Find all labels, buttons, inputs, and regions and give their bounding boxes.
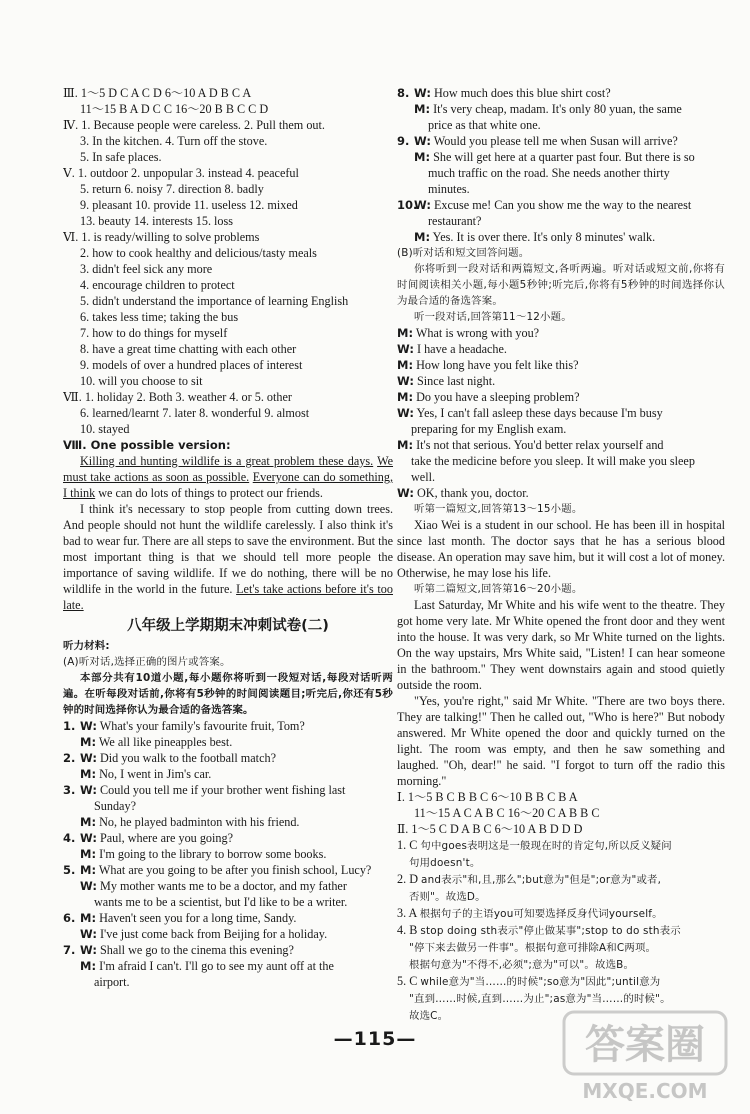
conversation-text: Do you have a sleeping problem? xyxy=(416,390,580,404)
dialog-line xyxy=(63,878,393,894)
speaker-label: M: xyxy=(80,863,97,877)
explanation-number: 1. C xyxy=(397,838,418,852)
speaker-label: M: xyxy=(397,390,414,404)
conversation-text: What is wrong with you? xyxy=(415,326,540,340)
dialog-text: Paul, where are you going? xyxy=(99,831,233,845)
answer-section-6-item: 4. encourage children to protect xyxy=(80,278,235,292)
speaker-label: M: xyxy=(397,438,414,452)
dialog-text: My mother wants me to be a doctor, and my father xyxy=(99,879,347,893)
dialog-line xyxy=(397,181,725,197)
answer-section-5-line1: Ⅴ. 1. outdoor 2. unpopular 3. instead 4. peaceful xyxy=(63,166,299,180)
dialog-line xyxy=(397,101,725,117)
dialog-text: Sunday? xyxy=(94,799,136,813)
answer-section-6-item: 8. have a great time chatting with each other xyxy=(80,342,297,356)
speaker-label: W: xyxy=(397,342,414,356)
conversation-text: I have a headache. xyxy=(416,342,507,356)
explanation-number: 2. D xyxy=(397,872,418,886)
dialog-text: How much does this blue shirt cost? xyxy=(433,86,611,100)
dialog-text: It's very cheap, madam. It's only 80 yuan, the same xyxy=(433,102,682,116)
conversation-intro: 听一段对话,回答第11～12小题。 xyxy=(414,311,572,323)
explanation-line xyxy=(397,990,725,1007)
dialog-text: Did you walk to the football match? xyxy=(99,751,276,765)
answer-section-5-line3: 9. pleasant 10. provide 11. useless 12. mixed xyxy=(80,198,298,212)
speaker-label: M: xyxy=(80,847,97,861)
answer-key-2-line1: Ⅱ. 1～5 C D A B C 6～10 A B D D D xyxy=(397,822,583,836)
dialog-line xyxy=(63,910,393,926)
explanation-line xyxy=(397,939,725,956)
dialog-line xyxy=(63,846,393,862)
dialog-line xyxy=(63,894,393,910)
explanation-line xyxy=(397,905,725,922)
dialog-text: Could you tell me if your brother went fishing last xyxy=(99,783,346,797)
essay-paragraph-2 xyxy=(63,501,393,613)
answer-key-1-line2: 11～15 A C A B C 16～20 C A B B C xyxy=(414,806,600,820)
explanation-text: 否则"。故选D。 xyxy=(409,891,486,903)
speaker-label: M: xyxy=(80,911,97,925)
speaker-label: W: xyxy=(80,831,97,845)
explanation-line xyxy=(397,922,725,939)
dialog-line xyxy=(63,734,393,750)
dialog-text: No, I went in Jim's car. xyxy=(99,767,212,781)
dialog-number: 1. xyxy=(63,719,76,733)
explanation-text: 根据句意为"不得不,必须";意为"可以"。故选B。 xyxy=(409,959,635,971)
essay-text: we can do lots of things to protect our friends. xyxy=(98,486,323,500)
speaker-label: W: xyxy=(397,406,414,420)
dialog-text: Shall we go to the cinema this evening? xyxy=(99,943,294,957)
dialog-number: 3. xyxy=(63,783,76,797)
speaker-label: M: xyxy=(414,150,431,164)
explanation-text: and表示"和,且,那么";but意为"但是";or意为"或者, xyxy=(421,874,662,886)
answer-key-1-line1: Ⅰ. 1～5 B C B B C 6～10 B B C B A xyxy=(397,790,578,804)
watermark-text-cn: 答案圈 xyxy=(585,1022,705,1068)
watermark-logo xyxy=(560,1006,730,1106)
dialog-line xyxy=(63,958,393,974)
explanation-text: "停下来去做另一件事"。根据句意可排除A和C两项。 xyxy=(409,942,657,954)
dialog-line xyxy=(63,974,393,990)
page-number: —115— xyxy=(333,1028,417,1050)
dialog-text: What's your family's favourite fruit, Tom? xyxy=(99,719,305,733)
passage-2-intro: 听第二篇短文,回答第16～20小题。 xyxy=(414,583,583,595)
explanation-line xyxy=(397,854,725,871)
conversation-line xyxy=(397,469,725,485)
dialog-line xyxy=(397,85,725,101)
speaker-label: W: xyxy=(414,86,431,100)
answer-section-4-line2: 3. In the kitchen. 4. Turn off the stove. xyxy=(80,134,268,148)
speaker-label: M: xyxy=(80,767,97,781)
passage-1-intro: 听第一篇短文,回答第13～15小题。 xyxy=(414,503,583,515)
speaker-label: W: xyxy=(80,751,97,765)
dialog-text: No, he played badminton with his friend. xyxy=(99,815,300,829)
dialog-number: 9. xyxy=(397,134,410,148)
dialog-text: Would you please tell me when Susan will arrive? xyxy=(433,134,678,148)
speaker-label: W: xyxy=(397,374,414,388)
conversation-text: preparing for my English exam. xyxy=(411,422,567,436)
conversation-line xyxy=(397,437,725,453)
explanation-text: 句中goes表明这是一般现在时的肯定句,所以反义疑问 xyxy=(420,840,672,852)
left-column xyxy=(63,85,393,990)
dialog-number: 8. xyxy=(397,86,410,100)
answer-section-5-line2: 5. return 6. noisy 7. direction 8. badly xyxy=(80,182,264,196)
dialog-line xyxy=(63,814,393,830)
dialog-line xyxy=(63,798,393,814)
dialog-line xyxy=(397,165,725,181)
dialog-list xyxy=(63,718,393,990)
explanations xyxy=(397,837,725,1024)
speaker-label: M: xyxy=(397,358,414,372)
speaker-label: M: xyxy=(80,815,97,829)
explanation-text: 句用doesn't。 xyxy=(409,857,481,869)
answer-section-6-item: 5. didn't understand the importance of learning English xyxy=(80,294,349,308)
speaker-label: M: xyxy=(414,102,431,116)
explanation-line xyxy=(397,837,725,854)
passage-2-paragraph-2: "Yes, you're right," said Mr White. "There are two boys there. They are talking!" Then he called out, "Who is here?" But nobody answered. Mr White opened the door and quickly turned on the light. The room was empty, and then he saw something and laughed. "Oh, dear!" he said. "I forgot to turn off the radio this morning." xyxy=(397,694,725,788)
dialog-line xyxy=(397,197,725,213)
speaker-label: W: xyxy=(80,927,97,941)
answer-section-6-item: Ⅵ. 1. is ready/willing to solve problems xyxy=(63,230,260,244)
dialog-line xyxy=(397,213,725,229)
explanation-text: 根据句子的主语you可知要选择反身代词yourself。 xyxy=(419,908,663,920)
answer-section-6-item: 7. how to do things for myself xyxy=(80,326,228,340)
conversation-line xyxy=(397,485,725,501)
conversation-line xyxy=(397,341,725,357)
answer-section-6-item: 3. didn't feel sick any more xyxy=(80,262,213,276)
answer-section-7-line1: Ⅶ. 1. holiday 2. Both 3. weather 4. or 5. other xyxy=(63,390,292,404)
explanation-number: 3. A xyxy=(397,906,417,920)
part-b-heading: (B)听对话和短文回答问题。 xyxy=(397,247,530,259)
explanation-line xyxy=(397,956,725,973)
dialog-text: restaurant? xyxy=(428,214,482,228)
dialog-text: wants me to be a scientist, but I'd like to be a writer. xyxy=(94,895,348,909)
dialog-line xyxy=(63,750,393,766)
speaker-label: W: xyxy=(414,198,431,212)
answer-section-6-item: 2. how to cook healthy and delicious/tasty meals xyxy=(80,246,317,260)
speaker-label: W: xyxy=(80,783,97,797)
dialog-text: Haven't seen you for a long time, Sandy. xyxy=(99,911,297,925)
speaker-label: W: xyxy=(80,879,97,893)
dialog-line xyxy=(63,830,393,846)
dialog-line xyxy=(63,942,393,958)
answer-section-6-item: 6. takes less time; taking the bus xyxy=(80,310,239,324)
speaker-label: W: xyxy=(397,486,414,500)
right-column xyxy=(397,85,725,1024)
answer-section-7-line2: 6. learned/learnt 7. later 8. wonderful 9. almost xyxy=(80,406,310,420)
dialog-text: price as that white one. xyxy=(428,118,541,132)
part-a-heading: (A)听对话,选择正确的图片或答案。 xyxy=(63,656,231,668)
dialog-number: 10. xyxy=(397,198,418,212)
conversation-line xyxy=(397,389,725,405)
explanation-text: "直到……时候,直到……为止";as意为"当……的时候"。 xyxy=(409,993,671,1005)
dialog-text: airport. xyxy=(94,975,130,989)
dialog-text: I'm afraid I can't. I'll go to see my aunt off at the xyxy=(99,959,334,973)
conversation-line xyxy=(397,405,725,421)
part-b-instructions: 你将听到一段对话和两篇短文,各听两遍。听对话或短文前,你将有时间阅读相关小题,每小题5秒钟;听完后,你将有5秒钟的时间选择你认为最合适的备选答案。 xyxy=(397,263,725,307)
dialog-text: Excuse me! Can you show me the way to the nearest xyxy=(433,198,692,212)
conversation-line xyxy=(397,357,725,373)
conversation-line xyxy=(397,421,725,437)
explanation-number: 4. B xyxy=(397,923,418,937)
dialog-line xyxy=(397,117,725,133)
conversation-text: How long have you felt like this? xyxy=(416,358,579,372)
conversation-text: Yes, I can't fall asleep these days because I'm busy xyxy=(416,406,663,420)
answer-section-4-line1: Ⅳ. 1. Because people were careless. 2. Pull them out. xyxy=(63,118,325,132)
dialog-number: 5. xyxy=(63,863,76,877)
dialog-line xyxy=(63,766,393,782)
dialog-line xyxy=(63,862,393,878)
explanation-number: 5. C xyxy=(397,974,418,988)
dialog-line xyxy=(63,782,393,798)
conversation-line xyxy=(397,373,725,389)
speaker-label: W: xyxy=(80,719,97,733)
speaker-label: W: xyxy=(414,134,431,148)
answer-section-6-item: 9. models of over a hundred places of interest xyxy=(80,358,303,372)
dialog-text: I'm going to the library to borrow some books. xyxy=(99,847,327,861)
dialog-text: We all like pineapples best. xyxy=(98,735,233,749)
dialog-line xyxy=(397,229,725,245)
speaker-label: M: xyxy=(414,230,431,244)
passage-2-paragraph-1: Last Saturday, Mr White and his wife went to the theatre. They got home very late. Mr White opened the front door and they went into the house. It was very dark, so Mr White turned on the lights. On the way upstairs, Mrs White said, "Listen! I can hear someone in the bathroom." They went downstairs again and stood quietly outside the room. xyxy=(397,598,725,692)
conversation xyxy=(397,325,725,501)
dialog-line xyxy=(63,718,393,734)
dialog-text: much traffic on the road. She needs another thirty xyxy=(428,166,670,180)
answer-section-6-item: 10. will you choose to sit xyxy=(80,374,203,388)
essay-text: I think it's necessary to stop people from cutting down trees. And people should not hunt the wildlife carelessly. I also think it's bad to wear fur. There are all steps to save the environment. But the most important thing is that we should tell more people the importance of saving wildlife. If we do nothing, there will be no wildlife in the world in the future. xyxy=(63,502,393,596)
dialog-line xyxy=(397,133,725,149)
dialog-number: 2. xyxy=(63,751,76,765)
dialog-text: What are you going to be after you finish school, Lucy? xyxy=(98,863,372,877)
dialog-text: I've just come back from Beijing for a holiday. xyxy=(99,927,328,941)
essay-underlined-sentence: Everyone can do something, xyxy=(252,470,393,484)
dialog-number: 7. xyxy=(63,943,76,957)
passage-1: Xiao Wei is a student in our school. He has been ill in hospital since last month. The doctor says that he has a serious blood disease. An operation may save him, but it will cost a lot of money. Otherwise, he may lose his life. xyxy=(397,518,725,580)
essay-paragraph-1 xyxy=(63,453,393,501)
explanation-line xyxy=(397,888,725,905)
explanation-line xyxy=(397,973,725,990)
dialog-text: She will get here at a quarter past four. But there is so xyxy=(433,150,695,164)
dialog-text: Yes. It is over there. It's only 8 minutes' walk. xyxy=(432,230,656,244)
speaker-label: M: xyxy=(80,735,97,749)
part-a-instructions: 本部分共有10道小题,每小题你将听到一段短对话,每段对话听两遍。在听每段对话前,你将有5秒钟的时间阅读题目;听完后,你还有5秒钟的时间选择你认为最合适的备选答案。 xyxy=(63,672,393,716)
conversation-text: It's not that serious. You'd better relax yourself and xyxy=(416,438,664,452)
answer-section-3-line2: 11～15 B A D C C 16～20 B B C C D xyxy=(80,102,269,116)
writing-section-label: Ⅷ. One possible version: xyxy=(63,438,231,452)
conversation-line xyxy=(397,453,725,469)
dialog-number: 6. xyxy=(63,911,76,925)
conversation-text: well. xyxy=(411,470,436,484)
dialog-number: 4. xyxy=(63,831,76,845)
explanation-line xyxy=(397,871,725,888)
speaker-label: M: xyxy=(397,326,414,340)
speaker-label: W: xyxy=(80,943,97,957)
speaker-label: M: xyxy=(80,959,97,973)
dialog-line xyxy=(63,926,393,942)
dialog-text: minutes. xyxy=(428,182,470,196)
explanation-text: while意为"当……的时候";so意为"因此";until意为 xyxy=(420,976,661,988)
explanation-text: stop doing sth表示"停止做某事";stop to do sth表示 xyxy=(420,925,681,937)
exam-title: 八年级上学期期末冲刺试卷(二) xyxy=(127,618,329,634)
listening-label: 听力材料: xyxy=(63,640,110,652)
conversation-text: take the medicine before you sleep. It will make you sleep xyxy=(411,454,695,468)
conversation-text: OK, thank you, doctor. xyxy=(416,486,529,500)
watermark-text-en: MXQE.COM xyxy=(582,1079,708,1103)
conversation-line xyxy=(397,325,725,341)
answer-section-3-line1: Ⅲ. 1～5 D C A C D 6～10 A D B C A xyxy=(63,86,252,100)
essay-underlined-phrase: I think xyxy=(63,486,96,500)
explanation-text: 故选C。 xyxy=(409,1010,449,1022)
answer-section-4-line3: 5. In safe places. xyxy=(80,150,162,164)
dialog-line xyxy=(397,149,725,165)
essay-underlined-sentence: We must take actions as soon as possible. xyxy=(63,454,394,484)
answer-section-7-line3: 10. stayed xyxy=(80,422,130,436)
essay-underlined-sentence: Killing and hunting wildlife is a great problem these days. xyxy=(80,454,374,468)
dialog-list xyxy=(397,85,725,245)
conversation-text: Since last night. xyxy=(416,374,496,388)
answer-section-5-line4: 13. beauty 14. interests 15. loss xyxy=(80,214,234,228)
essay-underlined-sentence: Let's take actions before it's too late. xyxy=(63,582,393,612)
watermark-graphic xyxy=(560,1006,730,1106)
